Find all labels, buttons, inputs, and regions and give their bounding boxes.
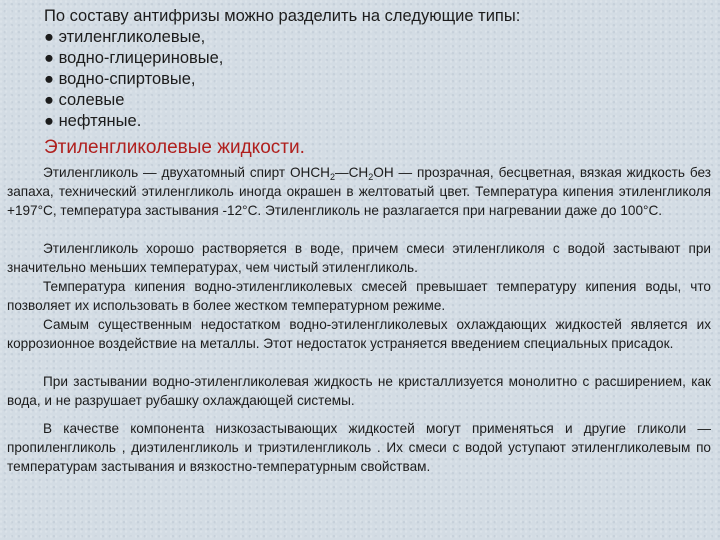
type-item: ● этиленгликолевые, (44, 28, 206, 46)
bullet-icon: ● (44, 49, 54, 67)
type-item: ● нефтяные. (44, 112, 142, 130)
type-item: ● водно-глицериновые, (44, 49, 224, 67)
paragraph-boiling: Температура кипения водно-этиленгликолевых смесей превышает температуру кипения воды, что позволяет их использовать в более жестком температурном режиме. (7, 279, 711, 313)
intro-lead: По составу антифризы можно разделить на следующие типы: (44, 7, 521, 25)
bullet-icon: ● (44, 91, 54, 109)
section-heading: Этиленгликолевые жидкости. (44, 137, 305, 158)
paragraph-solubility: Этиленгликоль хорошо растворяется в воде, причем смеси этиленгликоля с водой застывают при значительно меньших температурах, чем чистый этиленгликоль. (7, 241, 711, 275)
paragraph-other-glycols: В качестве компонента низкозастывающих жидкостей могут применяться и другие гликоли — пропиленгликоль , диэтиленгликоль и триэтиленгликоль . Их смеси с водой уступают этиленгликолевым по температурам застывания и вязкостно-температурным свойствам. (7, 421, 711, 474)
paragraph-corrosion: Самым существенным недостатком водно-этиленгликолевых охлаждающих жидкостей является их коррозионное воздействие на металлы. Этот недостаток устраняется введением специальных присадок. (7, 317, 711, 351)
paragraph-definition: Этиленгликоль — двухатомный спирт $OHCH_2—CH_2OH$ — прозрачная, бесцветная, вязкая жидкость без запаха, технический этиленгликоль иногда окрашен в желтоватый цвет. Температура кипения этиленгликоля +197°С, температура застывания -12°С. Этиленгликоль не разлагается при нагревании даже до 100°С. (7, 165, 711, 218)
bullet-icon: ● (44, 70, 54, 88)
paragraph-freezing: При застывании водно-этиленгликолевая жидкость не кристаллизуется монолитно с расширением, как вода, и не разрушает рубашку охлаждающей системы. (7, 374, 711, 408)
bullet-icon: ● (44, 28, 54, 46)
bullet-icon: ● (44, 112, 54, 130)
type-item: ● водно-спиртовые, (44, 70, 196, 88)
intro-block (44, 6, 520, 132)
type-item: ● солевые (44, 91, 125, 109)
